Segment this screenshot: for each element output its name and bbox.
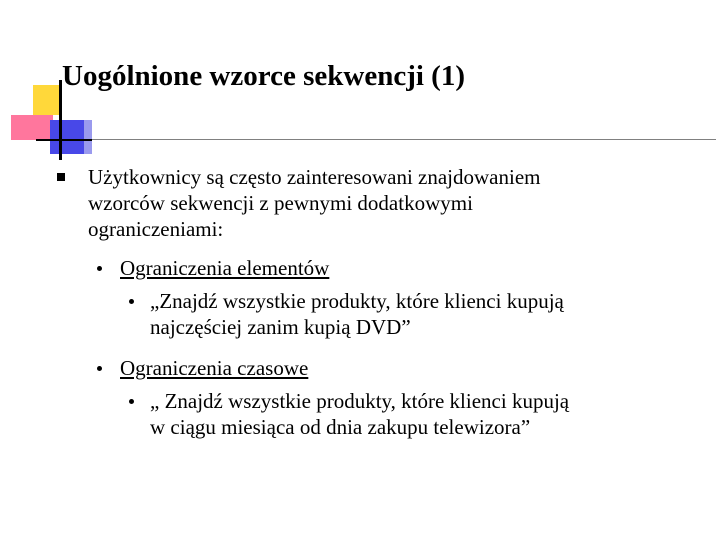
- decor-red-square: [11, 115, 53, 140]
- subitem-label-time: Ograniczenia czasowe: [120, 356, 309, 380]
- subitem-label-elements: Ograniczenia elementów: [120, 256, 330, 280]
- subitem-text-time-line-2: w ciągu miesiąca od dnia zakupu telewizora”: [150, 415, 531, 439]
- slide-title: Uogólnione wzorce sekwencji (1): [62, 60, 465, 92]
- title-divider-accent: [36, 139, 92, 141]
- bullet-text-line-1: Użytkownicy są często zainteresowani znajdowaniem: [88, 165, 541, 189]
- decor-yellow-square: [33, 85, 61, 115]
- dot-bullet-icon: [97, 366, 102, 371]
- square-bullet-icon: [57, 173, 65, 181]
- bullet-text-line-3: ograniczeniami:: [88, 217, 224, 241]
- subitem-text-elements-line-2: najczęściej zanim kupią DVD”: [150, 315, 411, 339]
- dot-bullet-icon: [97, 266, 102, 271]
- dot-bullet-icon: [129, 399, 134, 404]
- decor-blue-shade: [84, 120, 92, 154]
- dot-bullet-icon: [129, 299, 134, 304]
- bullet-text-line-2: wzorców sekwencji z pewnymi dodatkowymi: [88, 191, 473, 215]
- subitem-text-elements-line-1: „Znajdź wszystkie produkty, które klienci kupują: [150, 289, 564, 313]
- title-divider: [36, 139, 716, 140]
- subitem-text-time-line-1: „ Znajdź wszystkie produkty, które klienci kupują: [150, 389, 570, 413]
